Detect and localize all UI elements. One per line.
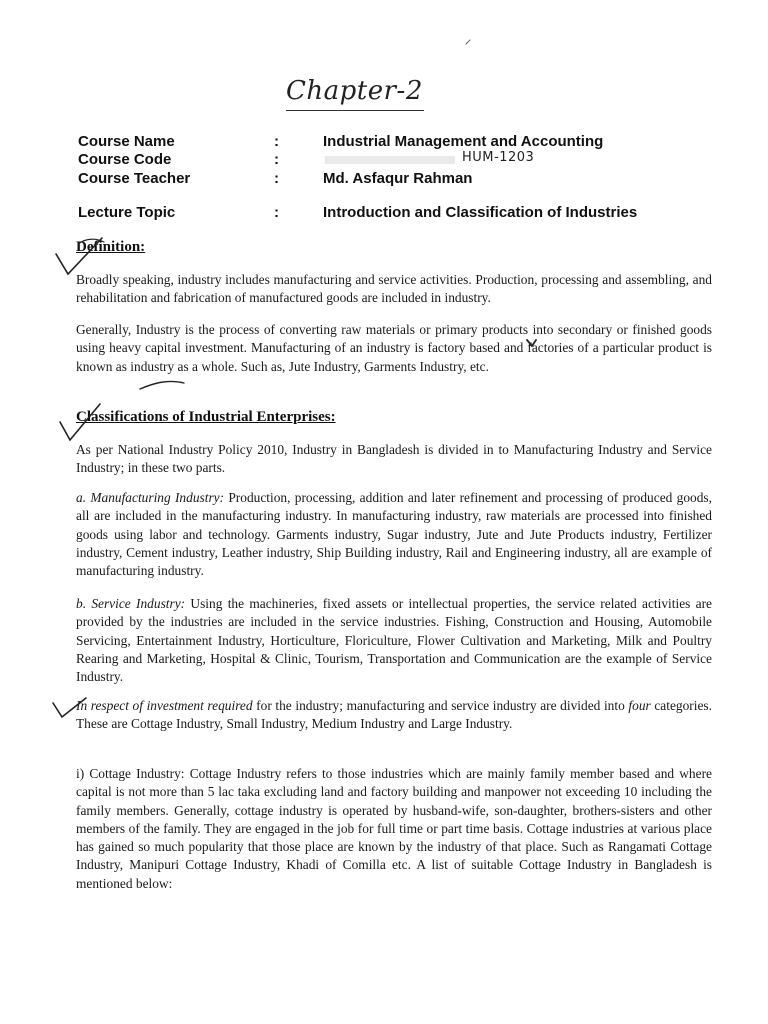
definition-paragraph-1: Broadly speaking, industry includes manufacturing and service activities. Production, processing and assembling, and rehabilitation and fabrication of manufactured goods are included in industry. — [76, 272, 712, 306]
cottage-industry-text: Cottage Industry refers to those industries which are mainly family member based and where capital is not more than 5 lac taka excluding land and factory building and manpower not exceeding 10 including the family members. Generally, cottage industry is operated by husband-wife, son-daughter, brothers-sisters and other members of the family. They are engaged in the job for full time or part time basis. Cottage industries at various place has gained so much popularity that those place are known by the industry of that place. Such as Rangamati Cottage Industry, Manipuri Cottage Industry, Khadi of Comilla etc. A list of suitable Cottage Industry in Bangladesh is mentioned below: — [76, 766, 712, 891]
investment-paragraph — [76, 697, 712, 734]
investment-text-a: for the industry; manufacturing and service industry are divided into — [256, 698, 625, 713]
investment-lead: In respect of investment required — [76, 698, 253, 713]
separator-colon: : — [274, 151, 279, 168]
pen-dot-icon — [464, 38, 472, 46]
service-industry-paragraph — [76, 595, 712, 686]
checkmark-icon — [50, 695, 92, 721]
redacted-code-area — [325, 156, 455, 164]
cottage-industry-title: i) Cottage Industry: — [76, 766, 185, 781]
cottage-industry-paragraph — [76, 765, 712, 893]
course-teacher-value: Md. Asfaqur Rahman — [323, 170, 473, 187]
pen-stroke-icon — [138, 375, 188, 395]
manufacturing-industry-title: a. Manufacturing Industry: — [76, 490, 225, 505]
course-name-row — [78, 133, 728, 153]
lecture-topic-label: Lecture Topic — [78, 204, 176, 221]
chapter-underline — [286, 110, 424, 111]
manufacturing-industry-text: Production, processing, addition and later refinement and processing of produced goods, all are included in the manufacturing industry. In manufacturing industry, raw materials are processed into finished goods using labor and technology. Garments industry, Sugar industry, Jute and Jute Products industry, Fertilizer industry, Cement industry, Leather industry, Ship Building industry, Rail and Engineering industry, all are example of manufacturing industry. — [76, 490, 712, 579]
course-name-label: Course Name — [78, 133, 175, 150]
definition-paragraph-2: Generally, Industry is the process of converting raw materials or primary products into secondary or finished goods using heavy capital investment. Manufacturing of an industry is factory based and factories of a particular product is known as industry as a whole. Such as, Jute Industry, Garments Industry, etc. — [76, 322, 712, 374]
investment-four: four — [628, 698, 651, 713]
pen-stroke-icon — [76, 236, 106, 246]
lecture-topic-row — [78, 204, 728, 224]
separator-colon: : — [274, 133, 279, 150]
pen-mark-icon — [524, 337, 540, 349]
manufacturing-industry-paragraph — [76, 489, 712, 580]
classifications-intro: As per National Industry Policy 2010, Industry in Bangladesh is divided in to Manufacturing Industry and Service Industry; in these two parts. — [76, 442, 712, 476]
checkmark-icon — [56, 400, 106, 444]
definition-heading: Definition: — [76, 239, 146, 255]
course-name-value: Industrial Management and Accounting — [323, 133, 604, 150]
course-teacher-label: Course Teacher — [78, 170, 191, 187]
service-industry-text: Using the machineries, fixed assets or intellectual properties, the service related activities are provided by the industries are included in the service industries. Fishing, Construction and Housing, Automobile Servicing, Entertainment Industry, Horticulture, Floriculture, Flower Cultivation and Marketing, Milk and Poultry Rearing and Marketing, Hospital & Clinic, Tourism, Transportation and Communication are the example of Service Industry. — [76, 596, 712, 685]
separator-colon: : — [274, 170, 279, 187]
service-industry-title: b. Service Industry: — [76, 596, 186, 611]
course-code-label: Course Code — [78, 151, 172, 168]
separator-colon: : — [274, 204, 279, 221]
course-teacher-row — [78, 170, 728, 190]
course-code-handwritten: HUM-1203 — [462, 150, 535, 165]
investment-text-b: categories. These are Cottage Industry, Small Industry, Medium Industry and Large Industry. — [76, 698, 712, 732]
lecture-topic-value: Introduction and Classification of Industries — [323, 204, 638, 221]
classifications-heading: Classifications of Industrial Enterprises: — [76, 409, 336, 425]
chapter-title: Chapter-2 — [286, 76, 423, 106]
